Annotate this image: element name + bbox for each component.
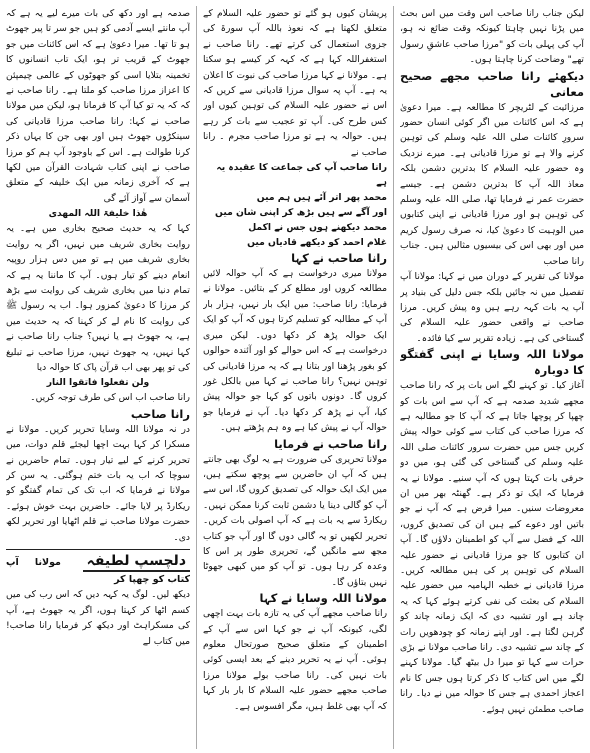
verse-line: اور آگے سے ہیں بڑھ کر اپنی شان میں xyxy=(215,207,387,219)
paragraph: پریشان کیوں ہو گئے تو حضور علیہ السلام کے متعلق لکھتا ہے کہ نعوذ باللہ آپ سورۃ کی جزوی استعمال کی کرتے تھے۔ رانا صاحب نے استغفراللہ کہا ہے کہ کہہ کر کیسے ہو سکتا ہے۔ مولانا نے کہا مرزا صاحب کی نبوت کا اعلان یہ ہے۔ آپ پہ سوال مرزا قادیانی سے کریں کہ اس نے حضور علیہ السلام کی توہین کیوں اور کس طرح کی۔ آپ تو عجیب سے بات کر رہے ہیں۔ حوالہ یہ ہے تو مرزا صاحب مجرم ۔ رانا صاحب نے xyxy=(203,8,387,158)
paragraph: صدمہ ہے اور دکھ کی بات میرے لیے یہ ہے کہ آپ مانتے ایسے آدمی کو ہیں جو سر تا پیر جھوٹ ہو تا تھا۔ میرا دعویٰ ہے کہ اس کائنات میں جو جھوٹ کے قریب تر ہو، ایک تاب انسانوں کا تخمینہ بتلایا اسی کو جھوٹوں کے عالمی چیمپئن کا اعزاز مرزا صاحب کو ملتا ہے۔ رانا صاحب نے کہ کہ یہ تو کیا آپ کا فرمانا ہو، لیکن میں مولانا صاحب نے کہا: رانا صاحب مرزا قادیانی کی سینکڑوں جھوٹ ہیں اور بھی جن کا یہاں ذکر کرنا طوالت ہے۔ اس کے باوجود آپ ہم کو مرزا صاحب نے اپنی کتاب شہادت القرآن میں لکھا ہے کہ آخری زمانہ میں ایک خلیفہ کے متعلق آسمان سے آواز آئے گی xyxy=(6,8,190,204)
section-heading: دیکھئے رانا صاحب مجھے صحیح معانی xyxy=(400,68,584,99)
column-middle-left xyxy=(6,6,190,749)
column-right xyxy=(400,6,584,749)
section-heading: مولانا اللہ وسایا نے کہا xyxy=(259,591,387,606)
paragraph: مولانا تحریری کی ضرورت ہے یہ لوگ بھی جانتے ہیں کہ آپ ان حاضرین سے پوچھ سکتے ہیں، میں ایک ایک حوالہ کی تصدیق کروں گا، اس سے آپ کو گالی دینا یا دشمن ثابت کرنا ممکن نہیں۔ ریکارڈ سے یہ بات ہے کہ آپ اصولی بات کریں۔ تحریر لکھیں تو یہ گالی دوں گا اور آپ جو کتاب مجھ سے مانگیں گے، تحریری طور پر اس کا وعدہ کر رہا ہوں۔ تو آپ کو میں کبھی جھوٹا نہیں بتاؤں گا۔ xyxy=(203,453,387,588)
columns xyxy=(6,6,584,749)
paragraph: آغاز کیا۔ تو کہنے لگے اس بات پر کہ رانا صاحب مجھے شدید صدمہ ہے کہ آپ سے اس بات کو چھپا کر پوچھا جاتا ہے کہ آپ کا جو مطالبہ ہے کہ مرزا صاحب کی کتاب سے کوئی حوالہ پیش کریں جس میں حضرت سرور کائنات صلی اللہ علیہ وسلم کی گستاخی کی گئی ہو، میں دو حرفی بات کہتا ہوں کہ آپ سنیے۔ مولانا نے یہ فرمایا کہ ایک تو ذکر ہے۔ گھنٹہ بھر میں ان معروضات سنیں۔ میرا فرض ہے کہ آپ نے جو باتیں اور دعوے کیے ہیں ان کی تصدیق کروں، اللہ کے فضل سے آپ کو اطمینان دلاؤں گا۔ آپ ان کتابوں کا جو مرزا قادیانی نے حضور علیہ السلام کی توہین پر کی ہیں مطالعہ کریں۔ مرزا قادیانی نے خطبہ الہامیہ میں حضور علیہ السلام کی بعثت کی نفی کرتے ہوئے کہا کہ یہ چاند ہے اور تشبیہ دی کہ ایک زمانہ چاند کو گرہن لگتا ہے۔ اور اپنے زمانہ کو چودھویں رات کے چاند سے تشبیہ دی۔ رانا صاحب مولانا نے بڑی حرات سے کہا تو میرا دل بیٹھ گیا۔ مولانا کہنے لگے میں اس کتاب کا ذکر کرتا ہوں جس کا نام اعجاز احمدی ہے جس کا حوالہ میں نے دیا۔ رانا صاحب مطمئن نہیں ہوئے۔ xyxy=(400,380,584,715)
verse-line: رانا صاحب آپ کی جماعت کا عقیدہ یہ ہے xyxy=(216,162,387,189)
paragraph: لیکن جناب رانا صاحب اس وقت میں اس بحث میں پڑنا نہیں چاہتا کیونکہ وقت ضائع نہ ہو، آپ کی پہلی بات کو "مرزا صاحب عاشقِ رسول تھے" وضاحت کرنا چاہتا ہوں۔ xyxy=(400,8,584,66)
paragraph: در نہ مولانا اللہ وسایا تحریر کریں۔ مولانا نے مسکرا کر کہا بہت اچھا لیجئے قلم دوات، میں تحریر کرنے کے لیے تیار ہوں۔ تمام حاضرین نے سوچا کہ اب یہ بات ختم ہوگئی۔ یہ سن کر مولانا نے فرمایا کہ اب تک کی تمام گفتگو کو ریکارڈ پر لایا جائے۔ حاضرین بہت خوش ہوئے۔ حضرت مولانا صاحب نے قلم اٹھایا اور تحریر لکھ دی۔ xyxy=(6,423,190,543)
anecdote-title-main: دلچسپ لطیفہ xyxy=(83,552,190,572)
paragraph: مرزائیت کے لٹریچر کا مطالعہ ہے۔ میرا دعویٰ ہے کہ اس کائنات میں اگر کوئی انسان حضور سرورِ کائنات صلی اللہ علیہ وسلم کی توہین کرنے والا ہے تو مرزا قادیانی ہے۔ میرے نزدیک وہ حضور علیہ السلام کا بدترین دشمن بلکہ معاذ اللہ آپ کا بدترین دشمن ہے۔ جیسے حضرت عمر نے فرمایا تھا، صلی اللہ علیہ وسلم کی توہین ہو اور مرزا قادیانی نے اپنی کتابوں میں الوہیت کا دعویٰ کیا، نہ صرف رسول کریم میں اور بھی اس کی بیسیوں مثالیں ہیں۔ جناب رانا صاحب xyxy=(400,101,584,267)
paragraph: مولانا کی تقریر کے دوران میں نے کہا: مولانا آپ تفصیل میں نہ جائیں بلکہ جس دلیل کی بنیاد پر آپ یہ بات کہہ رہے ہیں وہ پیش کریں۔ مرزا صاحب نے واقعی حضور علیہ السلام کی گستاخی کی ہے۔ زیادہ تقریر سے کیا فائدہ۔ xyxy=(400,271,584,344)
paragraph: رانا صاحب اب اس کی طرف توجہ کریں۔ xyxy=(30,392,190,404)
section-heading: مولانا اللہ وسایا نے اپنی گفتگو کا دوبارہ xyxy=(400,347,584,378)
anecdote-title xyxy=(6,549,190,587)
paragraph: کہا کہ یہ حدیث صحیح بخاری میں ہے۔ یہ روایت بخاری شریف میں نہیں، اگر یہ روایت بخاری شریف میں ہے تو میں دس ہزار روپیہ انعام دینے کو تیار ہوں۔ آپ کا ماننا یہ ہے کہ تمام دنیا میں بخاری شریف کی روایت سے بڑھ کر مرزا کا دعویٰ کمزور ہوا۔ اب یہ رسول ﷺ کی روایت کا نام لے کر کہنا کہ یہ حدیث میں ہے، یہ جھوٹ ہے یا نہیں؟ جناب رانا صاحب نے کہا نہیں، یہ جھوٹ نہیں، مرزا صاحب نے تبلیغ کی تو پھر بھی اب قرآن پاک کا حوالہ دیا xyxy=(6,223,190,373)
column-divider xyxy=(393,6,394,749)
anecdote-title-sub: مولانا آپ کتاب کو چھپا کر xyxy=(6,557,190,585)
paragraph: مولانا میری درخواست ہے کہ آپ حوالہ لائیں مطالعہ کروں اور مطلع کر کے بتائیں۔ مولانا نے فرمایا: رانا صاحب: میں ایک بار نہیں، ہزار بار آپ کے مطالبہ کو تسلیم کرتا ہوں کہ آپ کو ایک ایک حوالہ پڑھ کر دکھا دوں۔ لیکن میری درخواست ہے کہ اس حوالے کو اور آئندہ حوالوں کو بغور پڑھنا اور بتانا ہے کہ یہ مرزا قادیانی کی توہین نہیں؟ رانا صاحب نے کہا میں بالکل غور کروں گا۔ دونوں باتوں کو کہا جو حوالہ پیش کیا، آپ نے پڑھ کر دکھا دیا۔ آپ نے فرمایا جو حوالہ آپ نے پیش کیا ہے وہ ہم پڑھتے ہیں۔ xyxy=(203,268,387,434)
section-heading: رانا صاحب نے فرمایا xyxy=(274,436,387,451)
verse-line: غلام احمد کو دیکھے قادیاں میں xyxy=(247,237,387,249)
section-heading: رانا صاحب نے کہا xyxy=(291,251,387,266)
arabic-quote: ھٰذا خلیفۃ اللہ المھدی xyxy=(48,208,148,220)
column-middle-right xyxy=(203,6,387,749)
verse-line: محمد دیکھنے ہوں جس نے اکمل xyxy=(248,222,387,234)
arabic-quote: ولن تفعلوا فاتقوا النار xyxy=(46,377,150,389)
column-divider xyxy=(196,6,197,749)
verse-line: محمد پھر اتر آئے ہیں ہم میں xyxy=(256,192,387,204)
paragraph: رانا صاحب مجھے آپ کی یہ تازہ بات بہت اچھی لگی، کیونکہ آپ نے جو کہا اس سے آپ کے اطمینان کے متعلق صحیح صورتحال معلوم ہوئی۔ آپ نے یہ تحریر دینے کے بعد ایسی کوئی بات نہیں کی۔ رانا صاحب بولے مولانا مرزا صاحب مجھے حضور علیہ السلام کا بار بار کہا کہ آپ بھی غلط ہیں، مگر افسوس ہے۔ xyxy=(203,608,387,712)
paragraph: دیکھ لیں۔ لوگ یہ کہہ دیں کہ اس رب کی میں کسم اٹھا کر کہتا ہوں، اگر یہ جھوٹ ہے، آپ کی مسکراہٹ اور دیکھ کر فرمایا رانا صاحب! میں کتاب لے xyxy=(6,589,190,647)
section-heading: رانا صاحب xyxy=(130,406,190,421)
